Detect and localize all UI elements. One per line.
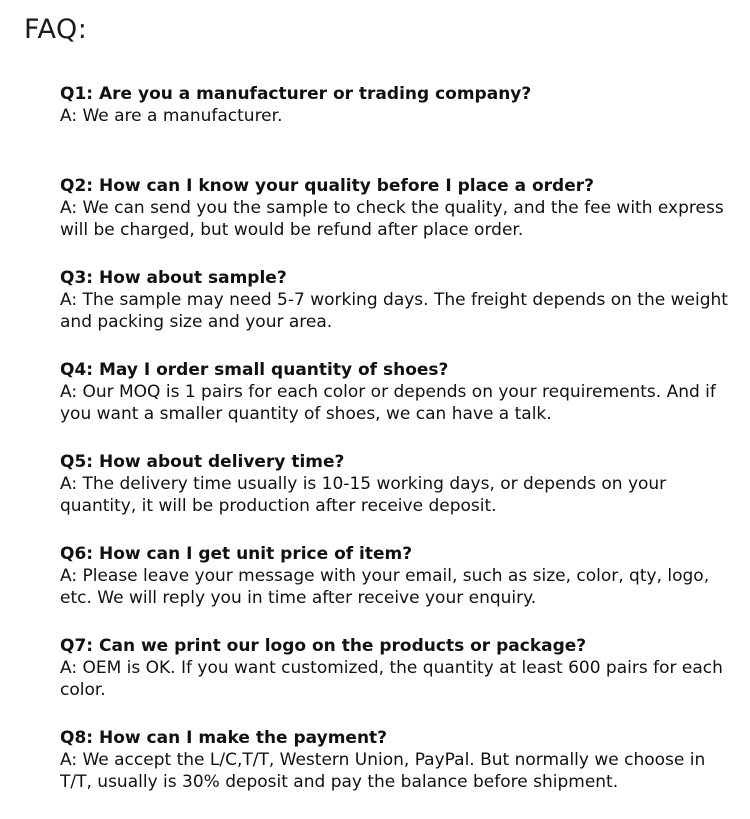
faq-item-6	[60, 543, 730, 635]
page-title: FAQ:	[24, 14, 88, 45]
faq-question: Q7: Can we print our logo on the products or package?	[60, 636, 587, 656]
faq-item-1	[60, 83, 730, 175]
faq-answer: A: The sample may need 5-7 working days. The freight depends on the weight and packing size and your area.	[60, 290, 728, 332]
faq-answer: A: We can send you the sample to check the quality, and the fee with express will be charged, but would be refund after place order.	[60, 198, 724, 240]
faq-question: Q1: Are you a manufacturer or trading company?	[60, 84, 532, 104]
faq-item-8	[60, 727, 730, 819]
faq-item-2	[60, 175, 730, 267]
faq-item-4	[60, 359, 730, 451]
faq-answer: A: We accept the L/C,T/T, Western Union, PayPal. But normally we choose in T/T, usually is 30% deposit and pay the balance before shipment.	[60, 750, 706, 792]
faq-item-3	[60, 267, 730, 359]
faq-item-5	[60, 451, 730, 543]
faq-question: Q4: May I order small quantity of shoes?	[60, 360, 449, 380]
faq-question: Q3: How about sample?	[60, 268, 287, 288]
faq-answer: A: We are a manufacturer.	[60, 106, 283, 126]
faq-question: Q2: How can I know your quality before I place a order?	[60, 176, 594, 196]
faq-answer: A: Our MOQ is 1 pairs for each color or depends on your requirements. And if you want a smaller quantity of shoes, we can have a talk.	[60, 382, 716, 424]
faq-list	[60, 83, 730, 819]
faq-item-7	[60, 635, 730, 727]
faq-question: Q5: How about delivery time?	[60, 452, 345, 472]
faq-question: Q6: How can I get unit price of item?	[60, 544, 413, 564]
faq-answer: A: The delivery time usually is 10-15 working days, or depends on your quantity, it will be production after receive deposit.	[60, 474, 667, 516]
faq-answer: A: Please leave your message with your email, such as size, color, qty, logo, etc. We will reply you in time after receive your enquiry.	[60, 566, 710, 608]
faq-answer: A: OEM is OK. If you want customized, the quantity at least 600 pairs for each color.	[60, 658, 723, 700]
faq-question: Q8: How can I make the payment?	[60, 728, 388, 748]
